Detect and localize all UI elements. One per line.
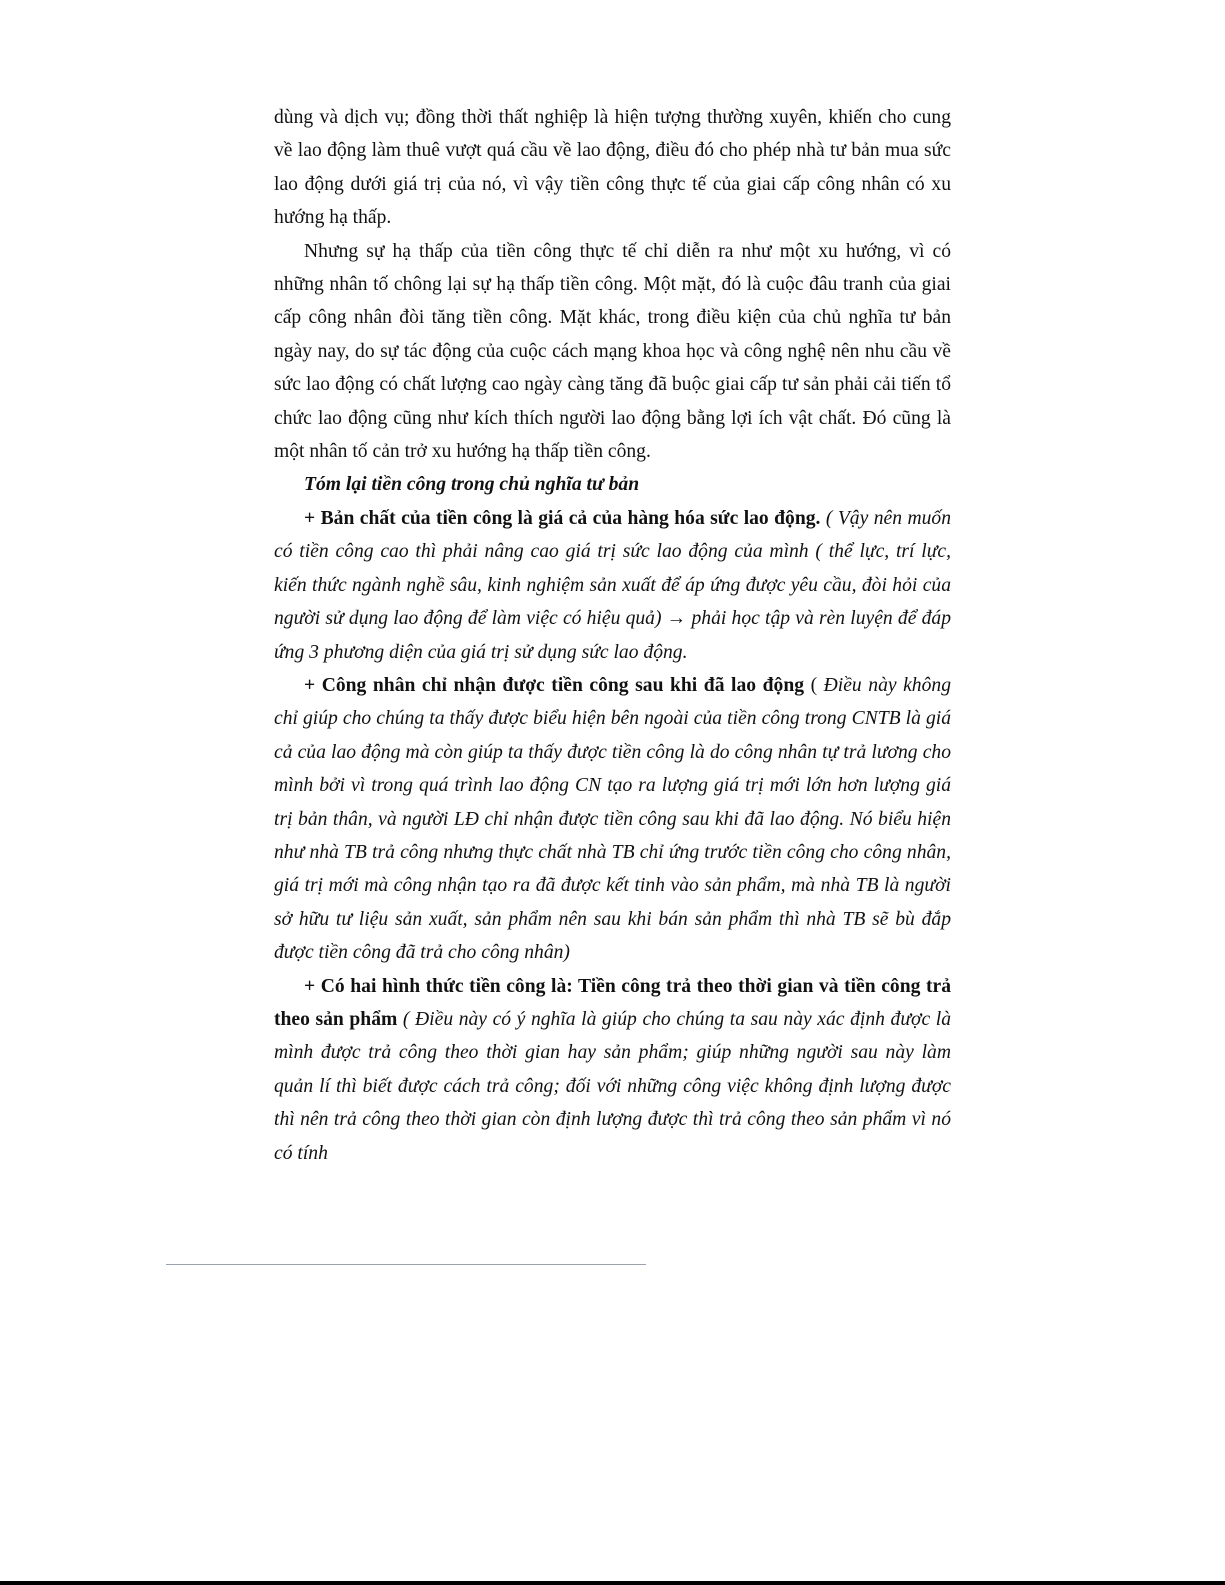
summary-item-2-paren: (: [804, 674, 824, 696]
summary-item-1: [274, 502, 951, 669]
summary-item-3-note: ( Điều này có ý nghĩa là giúp cho chúng ta sau này xác định được là mình được trả công theo thời gian hay sản phẩm; giúp những người sau này làm quản lí thì biết được cách trả công; đối với những công việc không định lượng được thì nên trả công theo thời gian còn định lượng được thì trả công theo sản phẩm vì nó có tính: [274, 1008, 951, 1164]
summary-item-2-note: Điều này không chỉ giúp cho chúng ta thấy được biểu hiện bên ngoài của tiền công trong CNTB là giá cả của lao động mà còn giúp ta thấy được tiền công là do công nhân tự trả lương cho mình bởi vì trong quá trình lao động CN tạo ra lượng giá trị mới lớn hơn lượng giá trị bản thân, và người LĐ chỉ nhận được tiền công sau khi đã lao động. Nó biểu hiện như nhà TB trả công nhưng thực chất nhà TB chỉ ứng trước tiền công cho công nhân, giá trị mới mà công nhận tạo ra đã được kết tinh vào sản phẩm, mà nhà TB là người sở hữu tư liệu sản xuất, sản phẩm nên sau khi bán sản phẩm thì nhà TB sẽ bù đắp được tiền công đã trả cho công nhân): [274, 674, 951, 964]
summary-heading: Tóm lại tiền công trong chủ nghĩa tư bản: [304, 474, 640, 496]
summary-item-2-lead: + Công nhân chỉ nhận được tiền công sau khi đã lao động: [304, 674, 805, 696]
page-bottom-edge: [0, 1581, 1225, 1585]
body-text: [274, 101, 951, 1170]
summary-item-3-lead: + Có hai hình thức tiền công là: Tiền công trả theo thời gian và tiền công trả theo sản phẩm: [274, 975, 951, 1030]
footnote-separator: [166, 1264, 646, 1265]
paragraph-2: Nhưng sự hạ thấp của tiền công thực tế chỉ diễn ra như một xu hướng, vì có những nhân tố chông lại sự hạ thấp tiền công. Một mặt, đó là cuộc đâu tranh của giai cấp công nhân đòi tăng tiền công. Mặt khác, trong điều kiện của chủ nghĩa tư bản ngày nay, do sự tác động của cuộc cách mạng khoa học và công nghệ nên nhu cầu về sức lao động có chất lượng cao ngày càng tăng đã buộc giai cấp tư sản phải cải tiến tổ chức lao động cũng như kích thích người lao động bằng lợi ích vật chất. Đó cũng là một nhân tố cản trở xu hướng hạ thấp tiền công.: [274, 240, 951, 463]
paragraph-1: dùng và dịch vụ; đồng thời thất nghiệp là hiện tượng thường xuyên, khiến cho cung về lao động làm thuê vượt quá cầu về lao động, điều đó cho phép nhà tư bản mua sức lao động dưới giá trị của nó, vì vậy tiền công thực tế của giai cấp công nhân có xu hướng hạ thấp.: [274, 107, 951, 229]
summary-item-3: [274, 970, 951, 1170]
summary-item-1-lead: + Bản chất của tiền công là giá cả của hàng hóa sức lao động.: [304, 507, 821, 529]
summary-item-1-note: ( Vậy nên muốn có tiền công cao thì phải nâng cao giá trị sức lao động của mình ( thể lực, trí lực, kiến thức ngành nghề sâu, kinh nghiệm sản xuất để áp ứng được yêu cầu, đòi hỏi của người sử dụng lao động để làm việc có hiệu quả) → phải học tập và rèn luyện để đáp ứng 3 phương diện của giá trị sử dụng sức lao động.: [274, 507, 951, 663]
summary-item-2: [274, 669, 951, 970]
